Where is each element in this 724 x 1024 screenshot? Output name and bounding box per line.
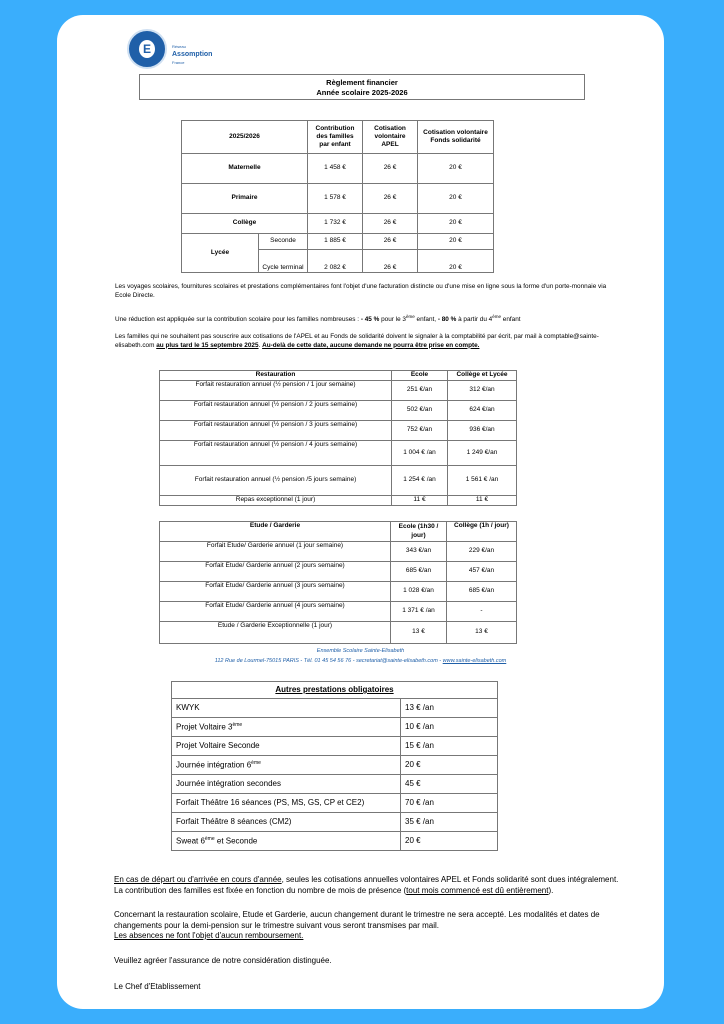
contribution-table: 2025/2026 Contribution des familles par enfant Cotisation volontaire APEL Cotisation volontaire Fonds solidarité Maternelle 1 458 € 26 € 20 € Primaire 1 578 € 26 € 20 € Collège 1 732 € 26 € 20 € Lycée Seconde 1 885 € 26 € 20 € Cycle terminal 2 082 € 26 € 20 € — [181, 120, 494, 273]
website-link[interactable]: www.sainte-elisabeth.com — [442, 658, 507, 664]
doc-title: Règlement financier — [326, 78, 398, 87]
table-row: Lycée Seconde 1 885 € 26 € 20 € — [182, 234, 494, 250]
table-row: Forfait Etude/ Garderie annuel (2 jours semaine) 685 €/an 457 €/an — [160, 562, 517, 582]
table-row: Collège 1 732 € 26 € 20 € — [182, 214, 494, 234]
table-row: Projet Voltaire 3ème 10 € /an — [172, 718, 498, 737]
table-row: Forfait restauration annuel (½ pension / 1 jour semaine) 251 €/an 312 €/an — [160, 381, 517, 401]
table-row: Forfait Etude/ Garderie annuel (1 jour semaine) 343 €/an 229 €/an — [160, 542, 517, 562]
title-box — [139, 74, 585, 100]
table-row: KWYK 13 € /an — [172, 699, 498, 718]
table-row: Primaire 1 578 € 26 € 20 € — [182, 184, 494, 214]
footer-paragraph-2: Concernant la restauration scolaire, Etude et Garderie, aucun changement durant le trimestre ne sera accepté. Les modalités et dates de changements pour la demi-pension sur le trimestre suivant vous seront transmises par mail. Les absences ne font l'objet d'aucun remboursement. — [114, 910, 600, 940]
table-row: Journée intégration 6ème 20 € — [172, 756, 498, 775]
table-row: Forfait restauration annuel (½ pension / 2 jours semaine) 502 €/an 624 €/an — [160, 401, 517, 421]
table-row: Forfait restauration annuel (½ pension / 3 jours semaine) 752 €/an 936 €/an — [160, 421, 517, 441]
table-row: Repas exceptionnel (1 jour) 11 € 11 € — [160, 496, 517, 506]
table-row: Journée intégration secondes 45 € — [172, 775, 498, 794]
restauration-table: Restauration Ecole Collège et Lycée Forfait restauration annuel (½ pension / 1 jour semaine) 251 €/an 312 €/an Forfait restauration annuel (½ pension / 2 jours semaine) 502 €/an 624 €/an Forfait restauration annuel (½ pension / 3 jours semaine) 752 €/an 936 €/an Forfait restauration annuel (½ pension / 4 jours semaine) 1 004 € /an 1 249 €/an Forfait restauration annuel (½ pension /5 jours semaine) 1 254 € /an 1 561 € /an Repas exceptionnel (1 jour) 11 € 11 € — [159, 370, 517, 506]
school-logo-icon: E — [127, 29, 167, 69]
note-paragraph-1: Les voyages scolaires, fournitures scolaires et prestations complémentaires font l'objet d'une facturation distincte ou d'une mise en ligne sous la forme d'un porte-monnaie via Ecole Directe. — [115, 283, 607, 299]
table-row: Forfait restauration annuel (½ pension /5 jours semaine) 1 254 € /an 1 561 € /an — [160, 466, 517, 496]
table-row: Forfait restauration annuel (½ pension / 4 jours semaine) 1 004 € /an 1 249 €/an — [160, 441, 517, 466]
table-row: Forfait Théâtre 8 séances (CM2) 35 € /an — [172, 813, 498, 832]
table-row: Cycle terminal 2 082 € 26 € 20 € — [182, 250, 494, 273]
autres-prestations-table: Autres prestations obligatoires KWYK 13 € /an Projet Voltaire 3ème 10 € /an Projet Voltaire Seconde 15 € /an Journée intégration 6ème 20 € Journée intégration secondes 45 € Forfait Théâtre 16 séances (PS, MS, GS, CP et CE2) 70 € /an Forfait Théâtre 8 séances (CM2) 35 € /an Sweat 6ème et Seconde 20 € — [171, 681, 498, 851]
table-row: Etude / Garderie Exceptionnelle (1 jour) 13 € 13 € — [160, 622, 517, 644]
table-row: Forfait Etude/ Garderie annuel (4 jours semaine) 1 371 € /an - — [160, 602, 517, 622]
table-row: Forfait Théâtre 16 séances (PS, MS, GS, CP et CE2) 70 € /an — [172, 794, 498, 813]
table-row: Maternelle 1 458 € 26 € 20 € — [182, 154, 494, 184]
table-row: Forfait Etude/ Garderie annuel (3 jours semaine) 1 028 €/an 685 €/an — [160, 582, 517, 602]
network-logo: Réseau Assomption France — [172, 44, 213, 65]
table-row: Projet Voltaire Seconde 15 € /an — [172, 737, 498, 756]
note-paragraph-2: Une réduction est appliquée sur la contribution scolaire pour les familles nombreuses : - 45 % pour le 3ème enfant, - 80 % à partir du 4ème enfant — [115, 314, 521, 324]
etude-garderie-table: Etude / Garderie Ecole (1h30 / jour) Collège (1h / jour) Forfait Etude/ Garderie annuel (1 jour semaine) 343 €/an 229 €/an Forfait Etude/ Garderie annuel (2 jours semaine) 685 €/an 457 €/an Forfait Etude/ Garderie annuel (3 jours semaine) 1 028 €/an 685 €/an Forfait Etude/ Garderie annuel (4 jours semaine) 1 371 € /an - Etude / Garderie Exceptionnelle (1 jour) 13 € 13 € — [159, 521, 517, 644]
document-page — [57, 15, 664, 1009]
table-row: Sweat 6ème et Seconde 20 € — [172, 832, 498, 851]
footer-paragraph-1: En cas de départ ou d'arrivée en cours d'année, seules les cotisations annuelles volontaires APEL et Fonds solidarité sont dues intégralement. La contribution des familles est fixée en fonction du nombre de mois de présence (tout mois commencé est dû entièrement). — [114, 875, 619, 895]
signature-line: Le Chef d'Etablissement — [114, 982, 201, 991]
school-address: Ensemble Scolaire Sainte-Elisabeth 112 Rue de Lourmel-75015 PARIS - Tél. 01 45 54 56 76 - secretariat@sainte-elisabeth.com - www.sainte-elisabeth.com — [214, 648, 507, 664]
doc-subtitle: Année scolaire 2025-2026 — [316, 88, 408, 97]
closing-sentence: Veuillez agréer l'assurance de notre considération distinguée. — [114, 956, 332, 965]
note-paragraph-3: Les familles qui ne souhaitent pas souscrire aux cotisations de l'APEL et au Fonds de solidarité doivent le signaler à la comptabilité par écrit, par mail à comptable@sainte-elisabeth.com au plus tard le 15 septembre 2025. Au-delà de cette date, aucune demande ne pourra être prise en compte. — [115, 333, 599, 349]
